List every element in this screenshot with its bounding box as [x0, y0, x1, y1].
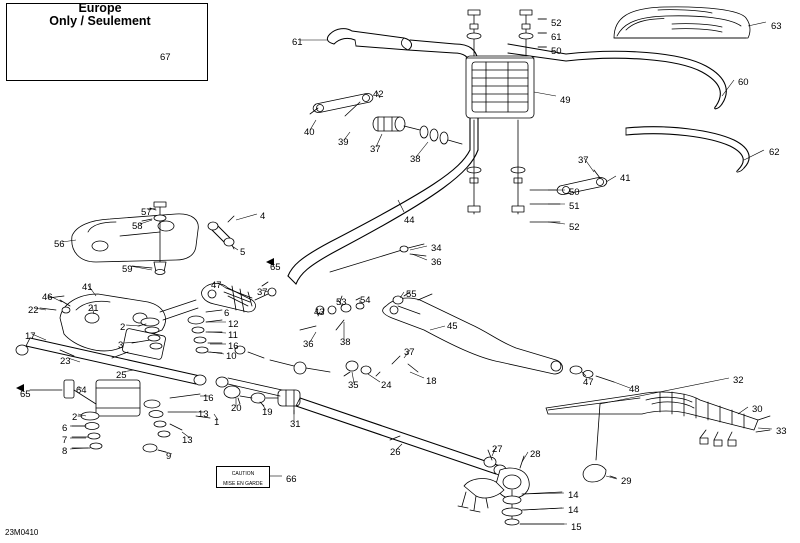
callout-62: 62	[769, 147, 780, 158]
callout-37b: 37	[578, 155, 589, 166]
callout-7: 7	[62, 435, 68, 446]
callout-54: 54	[360, 295, 371, 306]
part-49-clamp	[466, 56, 534, 118]
callout-65a: 65	[270, 262, 281, 273]
callout-2b: 2	[72, 412, 78, 423]
callout-14b: 14	[568, 505, 579, 516]
callout-65b: 65	[20, 389, 31, 400]
callout-52a: 52	[551, 18, 562, 29]
callout-43: 43	[314, 307, 325, 318]
callout-33: 33	[776, 426, 787, 437]
caution-tag	[216, 466, 270, 488]
callout-24: 24	[381, 380, 392, 391]
callout-17: 17	[25, 331, 36, 342]
drawing-number: 23M0410	[5, 528, 39, 537]
callout-4: 4	[260, 211, 266, 222]
part-60-hose	[566, 51, 726, 108]
callout-21: 21	[88, 303, 99, 314]
fastener-stack-lower-mid	[143, 394, 210, 452]
callout-30: 30	[752, 404, 763, 415]
callout-8: 8	[62, 446, 68, 457]
callout-16b: 16	[203, 393, 214, 404]
callout-27: 27	[492, 444, 503, 455]
callout-50a: 50	[551, 46, 562, 57]
callout-31: 31	[290, 419, 301, 430]
callout-26: 26	[390, 447, 401, 458]
part-30-footrest	[546, 392, 770, 460]
europe-inset-title-line2: Only / Seulement	[49, 14, 151, 28]
callout-47a: 47	[211, 280, 222, 291]
callout-50b: 50	[569, 187, 580, 198]
callout-22: 22	[28, 305, 39, 316]
callout-61b: 61	[292, 37, 303, 48]
europe-inset-title	[0, 2, 200, 28]
callout-39: 39	[338, 137, 349, 148]
callout-13b: 13	[182, 435, 193, 446]
europe-inset-title-line1: Europe	[78, 1, 122, 15]
callout-42: 42	[373, 89, 384, 100]
callout-57: 57	[141, 207, 152, 218]
callout-18: 18	[426, 376, 437, 387]
callout-41a: 41	[620, 173, 631, 184]
callout-37d: 37	[404, 347, 415, 358]
callout-28: 28	[530, 449, 541, 460]
callout-23: 23	[60, 356, 71, 367]
callout-37c: 37	[257, 287, 268, 298]
callout-36b: 36	[303, 339, 314, 350]
part-62-hose	[626, 127, 749, 172]
callout-29: 29	[621, 476, 632, 487]
callout-66: 66	[286, 474, 297, 485]
callout-51b: 51	[569, 201, 580, 212]
callout-12: 12	[228, 319, 239, 330]
callout-1: 1	[214, 417, 220, 428]
callout-10: 10	[226, 351, 237, 362]
part-28-pivot	[458, 450, 616, 525]
part-50-51-52-bottom-fasteners	[467, 120, 560, 222]
part-61-grip	[327, 29, 411, 50]
callout-13a: 13	[198, 409, 209, 420]
callout-45: 45	[447, 321, 458, 332]
callout-15: 15	[571, 522, 582, 533]
caution-tag-line2: MISE EN GARDE	[223, 481, 263, 487]
part-4-5-rod	[208, 216, 234, 249]
callout-64: 64	[76, 385, 87, 396]
callout-49: 49	[560, 95, 571, 106]
callout-34: 34	[431, 243, 442, 254]
callout-35: 35	[348, 380, 359, 391]
callout-3: 3	[118, 340, 124, 351]
callout-36a: 36	[431, 257, 442, 268]
fasteners-mid-right	[216, 244, 426, 396]
callout-37a: 37	[370, 144, 381, 155]
callout-38b: 38	[340, 337, 351, 348]
callout-9: 9	[166, 451, 172, 462]
fastener-stack-mid	[188, 310, 222, 353]
callout-41b: 41	[82, 282, 93, 293]
part-42-link	[310, 94, 462, 144]
callout-25: 25	[116, 370, 127, 381]
callout-47b: 47	[583, 377, 594, 388]
callout-6b: 6	[62, 423, 68, 434]
callout-53: 53	[336, 297, 347, 308]
callout-38a: 38	[410, 154, 421, 165]
callout-2a: 2	[120, 322, 126, 333]
callout-63: 63	[771, 21, 782, 32]
part-50-51-52-top-fasteners	[467, 10, 546, 56]
callout-19: 19	[262, 407, 273, 418]
callout-16a: 16	[228, 341, 239, 352]
callout-55: 55	[406, 289, 417, 300]
callout-61a: 61	[551, 32, 562, 43]
callout-20: 20	[231, 403, 242, 414]
callout-6a: 6	[224, 308, 230, 319]
callout-14a: 14	[568, 490, 579, 501]
callout-32: 32	[733, 375, 744, 386]
callout-5: 5	[240, 247, 246, 258]
part-63-cover	[614, 7, 750, 38]
callout-46: 46	[42, 292, 53, 303]
callout-11: 11	[228, 330, 238, 341]
callout-60: 60	[738, 77, 749, 88]
part-26-shaft	[296, 398, 506, 475]
callout-44: 44	[404, 215, 415, 226]
caution-tag-line1: CAUTION	[231, 471, 255, 477]
callout-67: 67	[160, 52, 171, 63]
part-41-link-right	[557, 170, 607, 194]
callout-48: 48	[629, 384, 640, 395]
callout-58: 58	[132, 221, 143, 232]
callout-59: 59	[122, 264, 133, 275]
part-45-bracket	[383, 294, 614, 382]
callout-52b: 52	[569, 222, 580, 233]
callout-56: 56	[54, 239, 65, 250]
callout-40: 40	[304, 127, 315, 138]
